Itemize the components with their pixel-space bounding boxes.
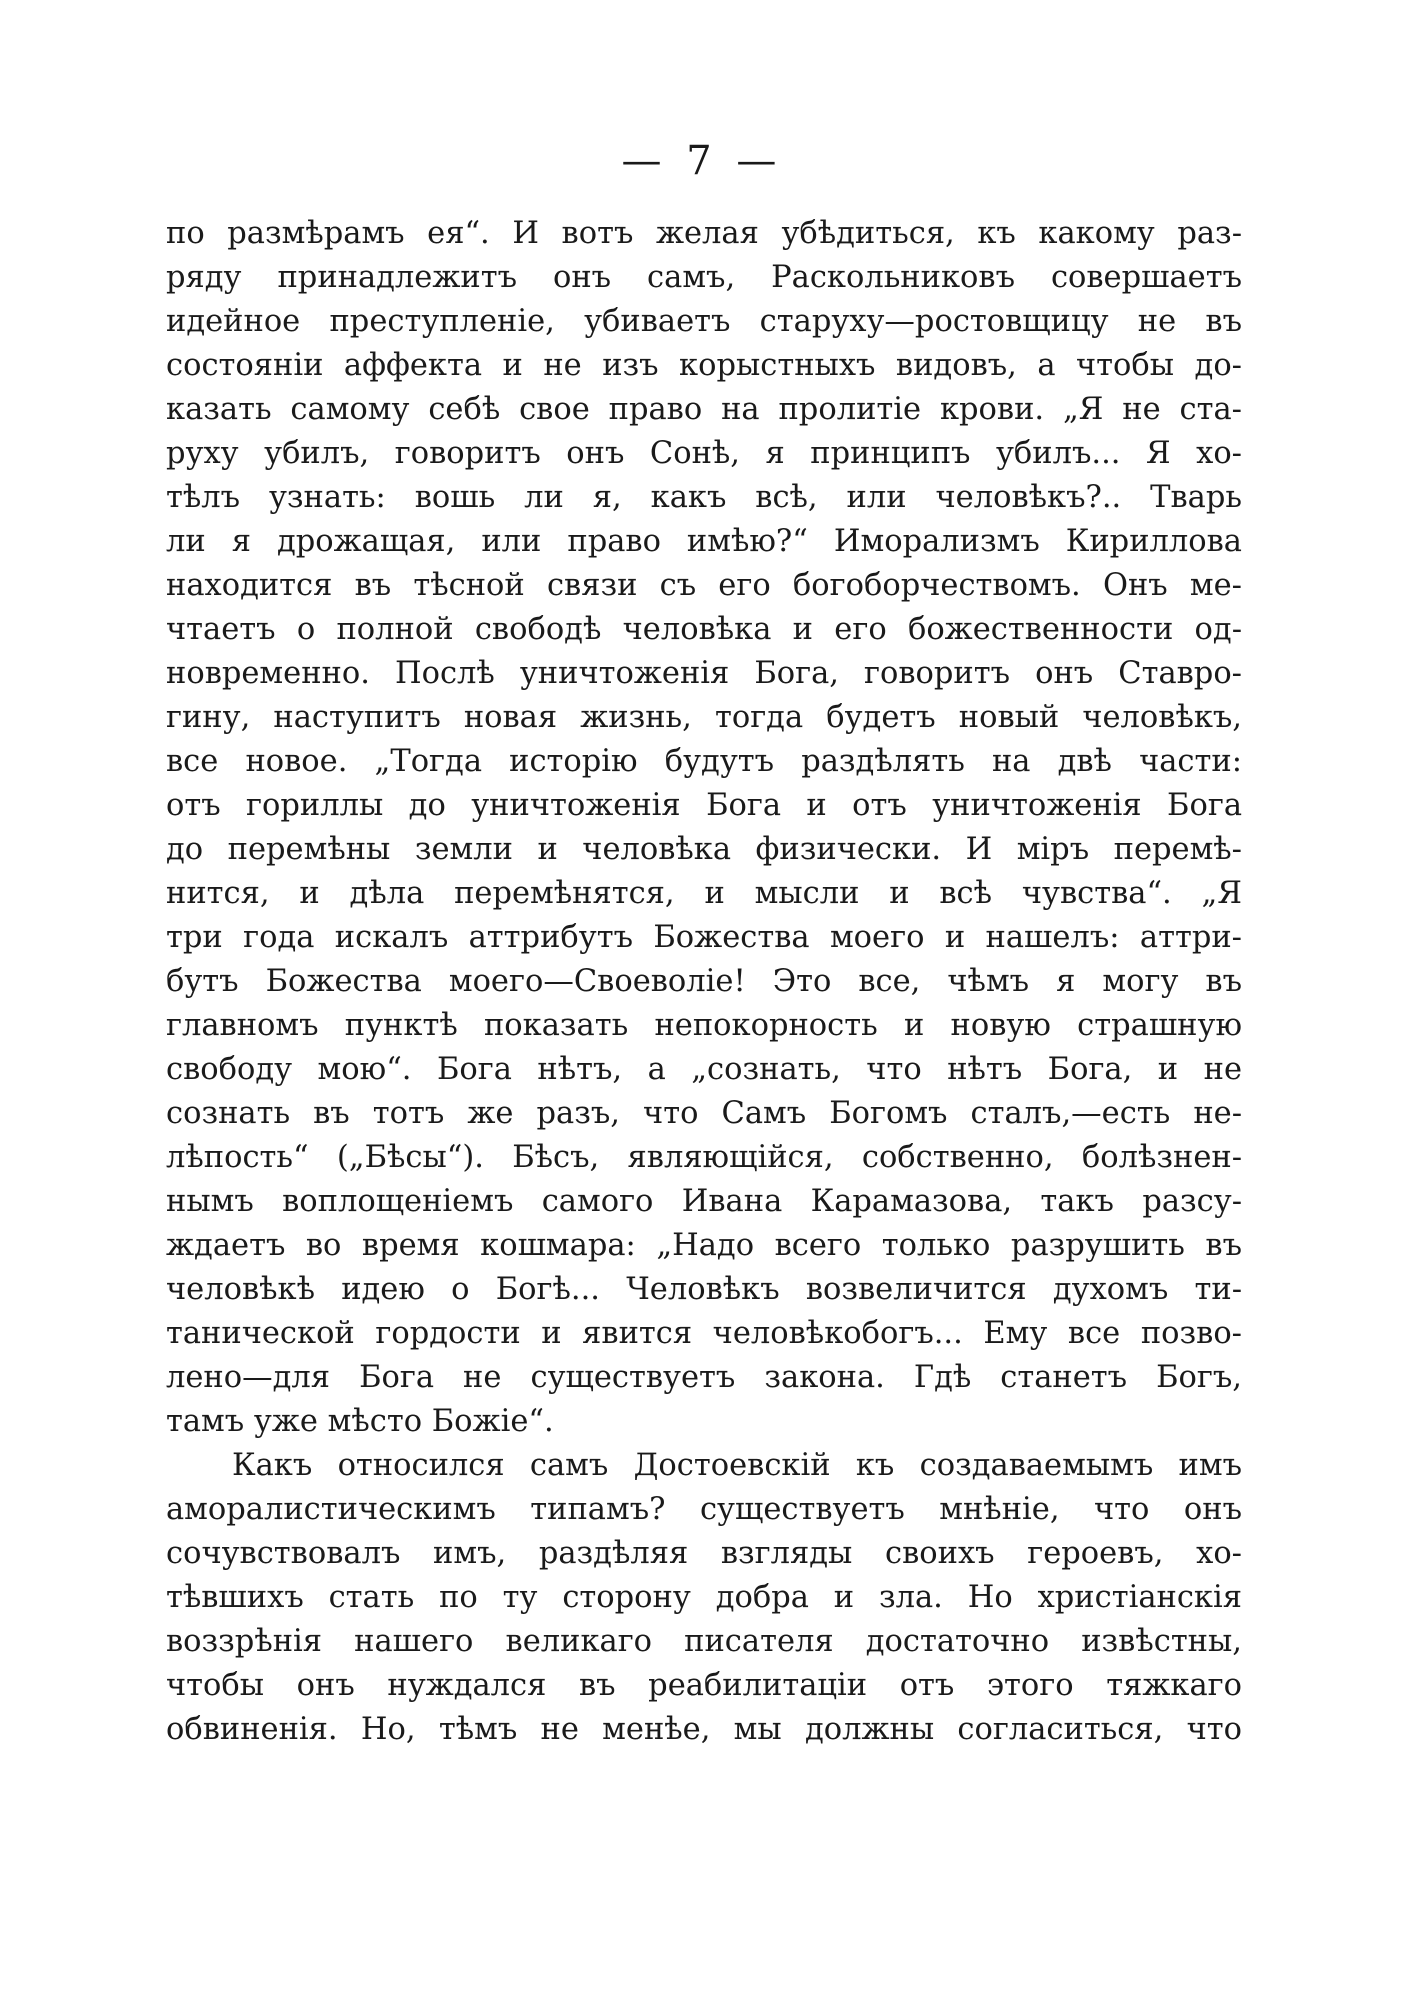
text-line: чтаетъ о полной свободѣ человѣка и его божественности од- (166, 612, 1242, 647)
text-line: чтобы онъ нуждался въ реабилитаціи отъ этого тяжкаго (166, 1668, 1242, 1703)
text-line: три года искалъ аттрибутъ Божества моего и нашелъ: аттри- (166, 920, 1242, 955)
text-line: нится, и дѣла перемѣнятся, и мысли и всѣ чувства“. „Я (166, 876, 1242, 911)
text-line: свободу мою“. Бога нѣтъ, а „сознать, что нѣтъ Бога, и не (166, 1052, 1242, 1087)
text-line: Какъ относился самъ Достоевскій къ создаваемымъ имъ (232, 1448, 1242, 1483)
text-line: отъ гориллы до уничтоженія Бога и отъ уничтоженія Бога (166, 788, 1242, 823)
text-line: танической гордости и явится человѣкобогъ... Ему все позво- (166, 1316, 1242, 1351)
text-line: идейное преступленіе, убиваетъ старуху—ростовщицу не въ (166, 304, 1242, 339)
text-line: главномъ пунктѣ показать непокорность и новую страшную (166, 1008, 1242, 1043)
text-line: все новое. „Тогда исторію будутъ раздѣлять на двѣ части: (166, 744, 1242, 779)
text-line: новременно. Послѣ уничтоженія Бога, говоритъ онъ Ставро- (166, 656, 1242, 691)
text-line: тѣлъ узнать: вошь ли я, какъ всѣ, или человѣкъ?.. Тварь (166, 480, 1242, 515)
text-line: тамъ уже мѣсто Божіе“. (166, 1404, 554, 1439)
paragraph-1 (166, 212, 1242, 1444)
text-line: руху убилъ, говоритъ онъ Сонѣ, я принципъ убилъ... Я хо- (166, 436, 1242, 471)
paragraph-2 (166, 1444, 1242, 1752)
text-line: тѣвшихъ стать по ту сторону добра и зла. Но христіанскія (166, 1580, 1242, 1615)
text-line: находится въ тѣсной связи съ его богоборчествомъ. Онъ ме- (166, 568, 1242, 603)
text-line: человѣкѣ идею о Богѣ... Человѣкъ возвеличится духомъ ти- (166, 1272, 1242, 1307)
text-line: по размѣрамъ ея“. И вотъ желая убѣдиться, къ какому раз- (166, 216, 1242, 251)
text-line: лѣпость“ („Бѣсы“). Бѣсъ, являющійся, собственно, болѣзнен- (166, 1140, 1242, 1175)
text-line: сочувствовалъ имъ, раздѣляя взгляды своихъ героевъ, хо- (166, 1536, 1242, 1571)
text-line: ряду принадлежитъ онъ самъ, Раскольниковъ совершаетъ (166, 260, 1242, 295)
text-line: состояніи аффекта и не изъ корыстныхъ видовъ, а чтобы до- (166, 348, 1242, 383)
body-text (166, 212, 1242, 1752)
text-line: лено—для Бога не существуетъ закона. Гдѣ станетъ Богъ, (166, 1360, 1242, 1395)
text-line: воззрѣнія нашего великаго писателя достаточно извѣстны, (166, 1624, 1242, 1659)
text-line: обвиненія. Но, тѣмъ не менѣе, мы должны согласиться, что (166, 1712, 1242, 1747)
text-line: ждаетъ во время кошмара: „Надо всего только разрушить въ (166, 1228, 1242, 1263)
text-line: до перемѣны земли и человѣка физически. И міръ перемѣ- (166, 832, 1242, 867)
text-line: сознать въ тотъ же разъ, что Самъ Богомъ сталъ,—есть не- (166, 1096, 1242, 1131)
text-line: бутъ Божества моего—Своеволіе! Это все, чѣмъ я могу въ (166, 964, 1242, 999)
text-line: нымъ воплощеніемъ самого Ивана Карамазова, такъ разсу- (166, 1184, 1242, 1219)
text-line: ли я дрожащая, или право имѣю?“ Иморализмъ Кириллова (166, 524, 1242, 559)
page-number: — 7 — (621, 138, 783, 184)
text-line: казать самому себѣ свое право на пролитіе крови. „Я не ста- (166, 392, 1242, 427)
text-line: гину, наступитъ новая жизнь, тогда будетъ новый человѣкъ, (166, 700, 1242, 735)
text-line: аморалистическимъ типамъ? существуетъ мнѣніе, что онъ (166, 1492, 1242, 1527)
